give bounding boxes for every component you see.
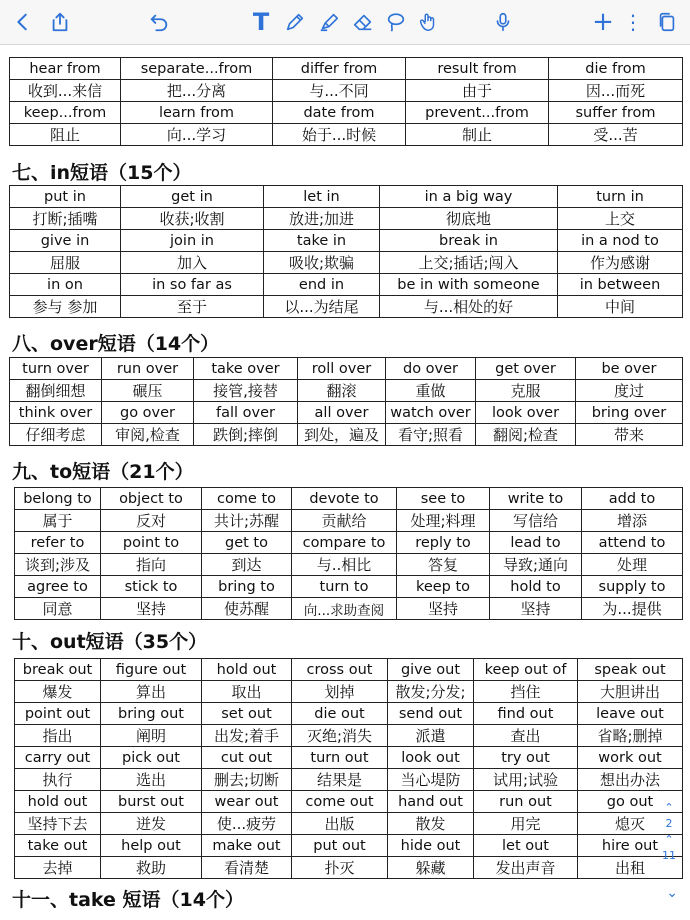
text-tool-icon[interactable]: T xyxy=(252,8,270,36)
meaning-cell: 碾压 xyxy=(102,380,194,402)
meaning-cell: 结果是 xyxy=(292,769,388,791)
phrase-cell: give in xyxy=(10,230,121,252)
meaning-cell: 以...为结尾 xyxy=(264,296,380,318)
phrase-cell: be over xyxy=(576,358,683,380)
table-row xyxy=(10,102,683,124)
section-heading-over: 八、over短语（14个） xyxy=(12,333,220,355)
phrase-cell: try out xyxy=(474,747,578,769)
meaning-cell: 迸发 xyxy=(101,813,202,835)
meaning-cell: 审阅,检查 xyxy=(102,424,194,446)
phrase-cell: object to xyxy=(101,488,202,510)
meaning-cell: 增添 xyxy=(582,510,683,532)
table-row xyxy=(10,274,683,296)
meaning-cell: 到处，遍及 xyxy=(298,424,386,446)
phrase-cell: fall over xyxy=(194,402,298,424)
phrase-cell: point to xyxy=(101,532,202,554)
phrase-cell: in so far as xyxy=(121,274,264,296)
phrase-cell: differ from xyxy=(273,58,406,80)
meaning-cell: 上交 xyxy=(558,208,683,230)
meaning-cell: 翻滚 xyxy=(298,380,386,402)
table-row xyxy=(10,186,683,208)
meaning-cell: 去掉 xyxy=(15,857,101,879)
table-row xyxy=(10,296,683,318)
total-page-count: 11 xyxy=(662,849,676,862)
pen-icon[interactable] xyxy=(282,9,308,35)
phrase-cell: think over xyxy=(10,402,102,424)
phrase-cell: bring out xyxy=(101,703,202,725)
meaning-cell: 想出办法 xyxy=(578,769,683,791)
phrase-cell: give out xyxy=(388,659,474,681)
share-icon[interactable] xyxy=(47,9,73,35)
table-row xyxy=(15,576,683,598)
phrase-cell: suffer from xyxy=(549,102,683,124)
meaning-cell: 把...分离 xyxy=(121,80,273,102)
meaning-cell: 加入 xyxy=(121,252,264,274)
note-page xyxy=(0,45,690,920)
over-phrases-table xyxy=(9,357,683,446)
meaning-cell: 坚持 xyxy=(490,598,582,620)
meaning-cell: 翻阅;检查 xyxy=(476,424,576,446)
eraser-icon[interactable] xyxy=(350,9,376,35)
table-row xyxy=(15,769,683,791)
table-row xyxy=(15,598,683,620)
meaning-cell: 阐明 xyxy=(101,725,202,747)
scroll-up-icon: ⌃ xyxy=(664,833,674,846)
phrase-cell: get to xyxy=(202,532,292,554)
phrase-cell: in between xyxy=(558,274,683,296)
meaning-cell: 放进;加进 xyxy=(264,208,380,230)
table-row xyxy=(15,703,683,725)
meaning-cell: 指出 xyxy=(15,725,101,747)
section-heading-to: 九、to短语（21个） xyxy=(12,461,194,483)
from-phrases-table xyxy=(9,57,683,146)
phrase-cell: get in xyxy=(121,186,264,208)
meaning-cell: 用完 xyxy=(474,813,578,835)
table-row xyxy=(10,358,683,380)
phrase-cell: find out xyxy=(474,703,578,725)
meaning-cell: 受...苦 xyxy=(549,124,683,146)
table-row xyxy=(10,80,683,102)
meaning-cell: 当心堤防 xyxy=(388,769,474,791)
chevron-left-icon[interactable] xyxy=(10,9,36,35)
phrase-cell: cut out xyxy=(202,747,292,769)
phrase-cell: hide out xyxy=(388,835,474,857)
phrase-cell: wear out xyxy=(202,791,292,813)
meaning-cell: 与...不同 xyxy=(273,80,406,102)
meaning-cell: 克服 xyxy=(476,380,576,402)
table-row xyxy=(15,747,683,769)
table-row xyxy=(10,424,683,446)
meaning-cell: 始于...时候 xyxy=(273,124,406,146)
phrase-cell: take over xyxy=(194,358,298,380)
meaning-cell: 查出 xyxy=(474,725,578,747)
meaning-cell: 参与 参加 xyxy=(10,296,121,318)
meaning-cell: 作为感谢 xyxy=(558,252,683,274)
table-row xyxy=(10,230,683,252)
table-row xyxy=(15,681,683,703)
phrase-cell: pick out xyxy=(101,747,202,769)
phrase-cell: refer to xyxy=(15,532,101,554)
phrase-cell: hand out xyxy=(388,791,474,813)
phrase-cell: come out xyxy=(292,791,388,813)
meaning-cell: 看清楚 xyxy=(202,857,292,879)
table-row xyxy=(15,554,683,576)
phrase-cell: run out xyxy=(474,791,578,813)
more-options-icon[interactable]: ⋮ xyxy=(623,10,643,34)
meaning-cell: 仔细考虑 xyxy=(10,424,102,446)
phrase-cell: hold out xyxy=(15,791,101,813)
add-page-button[interactable]: + xyxy=(592,7,614,37)
phrase-cell: hire out xyxy=(578,835,683,857)
phrase-cell: point out xyxy=(15,703,101,725)
phrase-cell: break in xyxy=(380,230,558,252)
meaning-cell: 散发 xyxy=(388,813,474,835)
phrase-cell: do over xyxy=(386,358,476,380)
meaning-cell: 与...相处的好 xyxy=(380,296,558,318)
phrase-cell: speak out xyxy=(578,659,683,681)
phrase-cell: in a nod to xyxy=(558,230,683,252)
meaning-cell: 发出声音 xyxy=(474,857,578,879)
meaning-cell: 试用;试验 xyxy=(474,769,578,791)
meaning-cell: 出租 xyxy=(578,857,683,879)
meaning-cell: 选出 xyxy=(101,769,202,791)
table-row xyxy=(10,402,683,424)
chevron-down-icon[interactable]: ⌄ xyxy=(666,885,678,901)
phrase-cell: reply to xyxy=(397,532,490,554)
section-heading-out: 十、out短语（35个） xyxy=(12,631,208,653)
meaning-cell: 救助 xyxy=(101,857,202,879)
meaning-cell: 至于 xyxy=(121,296,264,318)
out-phrases-table xyxy=(14,658,683,879)
phrase-cell: come to xyxy=(202,488,292,510)
phrase-cell: keep to xyxy=(397,576,490,598)
meaning-cell: 谈到;涉及 xyxy=(15,554,101,576)
phrase-cell: hear from xyxy=(10,58,121,80)
undo-icon[interactable] xyxy=(146,9,172,35)
highlighter-icon[interactable] xyxy=(316,9,342,35)
meaning-cell: 处理 xyxy=(582,554,683,576)
phrase-cell: keep...from xyxy=(10,102,121,124)
phrase-cell: keep out of xyxy=(474,659,578,681)
phrase-cell: be in with someone xyxy=(380,274,558,296)
meaning-cell: 贡献给 xyxy=(292,510,397,532)
table-row xyxy=(15,725,683,747)
table-row xyxy=(10,380,683,402)
meaning-cell: 收获;收割 xyxy=(121,208,264,230)
notes-toolbar xyxy=(0,0,690,45)
phrase-cell: learn from xyxy=(121,102,273,124)
meaning-cell: 重做 xyxy=(386,380,476,402)
meaning-cell: 打断;插嘴 xyxy=(10,208,121,230)
phrase-cell: hold out xyxy=(202,659,292,681)
phrase-cell: supply to xyxy=(582,576,683,598)
table-row xyxy=(15,659,683,681)
meaning-cell: 上交;插话;闯入 xyxy=(380,252,558,274)
table-row xyxy=(10,252,683,274)
phrase-cell: turn over xyxy=(10,358,102,380)
in-phrases-table xyxy=(9,185,683,318)
phrase-cell: let out xyxy=(474,835,578,857)
meaning-cell: 躲藏 xyxy=(388,857,474,879)
table-row xyxy=(15,835,683,857)
meaning-cell: 出发;着手 xyxy=(202,725,292,747)
meaning-cell: 写信给 xyxy=(490,510,582,532)
phrase-cell: bring over xyxy=(576,402,683,424)
meaning-cell: 属于 xyxy=(15,510,101,532)
phrase-cell: look out xyxy=(388,747,474,769)
pages-icon[interactable] xyxy=(654,9,680,35)
phrase-cell: roll over xyxy=(298,358,386,380)
meaning-cell: 向...学习 xyxy=(121,124,273,146)
phrase-cell: lead to xyxy=(490,532,582,554)
table-row xyxy=(15,510,683,532)
microphone-icon[interactable] xyxy=(490,9,516,35)
phrase-cell: work out xyxy=(578,747,683,769)
meaning-cell: 反对 xyxy=(101,510,202,532)
meaning-cell: 由于 xyxy=(406,80,549,102)
meaning-cell: 使苏醒 xyxy=(202,598,292,620)
meaning-cell: 接管,接替 xyxy=(194,380,298,402)
phrase-cell: devote to xyxy=(292,488,397,510)
meaning-cell: 指向 xyxy=(101,554,202,576)
current-page-number: 2 xyxy=(665,817,673,830)
phrase-cell: get over xyxy=(476,358,576,380)
phrase-cell: turn out xyxy=(292,747,388,769)
meaning-cell: 制止 xyxy=(406,124,549,146)
phrase-cell: run over xyxy=(102,358,194,380)
meaning-cell: 到达 xyxy=(202,554,292,576)
meaning-cell: 跌倒;摔倒 xyxy=(194,424,298,446)
table-row xyxy=(15,791,683,813)
meaning-cell: 导致;通向 xyxy=(490,554,582,576)
table-row xyxy=(10,58,683,80)
table-row xyxy=(10,208,683,230)
table-row xyxy=(15,532,683,554)
meaning-cell: 派遣 xyxy=(388,725,474,747)
phrase-cell: see to xyxy=(397,488,490,510)
phrase-cell: take in xyxy=(264,230,380,252)
phrase-cell: burst out xyxy=(101,791,202,813)
phrase-cell: belong to xyxy=(15,488,101,510)
scroll-up-icon[interactable]: ⌃ xyxy=(664,801,674,814)
phrase-cell: break out xyxy=(15,659,101,681)
phrase-cell: cross out xyxy=(292,659,388,681)
meaning-cell: 坚持下去 xyxy=(15,813,101,835)
phrase-cell: die from xyxy=(549,58,683,80)
meaning-cell: 执行 xyxy=(15,769,101,791)
phrase-cell: turn in xyxy=(558,186,683,208)
meaning-cell: 划掉 xyxy=(292,681,388,703)
meaning-cell: 翻倒细想 xyxy=(10,380,102,402)
meaning-cell: 爆发 xyxy=(15,681,101,703)
phrase-cell: in a big way xyxy=(380,186,558,208)
phrase-cell: join in xyxy=(121,230,264,252)
meaning-cell: 共计;苏醒 xyxy=(202,510,292,532)
phrase-cell: hold to xyxy=(490,576,582,598)
meaning-cell: 处理;料理 xyxy=(397,510,490,532)
table-row xyxy=(10,124,683,146)
phrase-cell: figure out xyxy=(101,659,202,681)
meaning-cell: 坚持 xyxy=(397,598,490,620)
meaning-cell: 出版 xyxy=(292,813,388,835)
meaning-cell: 度过 xyxy=(576,380,683,402)
phrase-cell: separate...from xyxy=(121,58,273,80)
meaning-cell: 中间 xyxy=(558,296,683,318)
phrase-cell: help out xyxy=(101,835,202,857)
phrase-cell: stick to xyxy=(101,576,202,598)
table-row xyxy=(15,813,683,835)
phrase-cell: prevent...from xyxy=(406,102,549,124)
meaning-cell: 因...而死 xyxy=(549,80,683,102)
phrase-cell: put in xyxy=(10,186,121,208)
meaning-cell: 灭绝;消失 xyxy=(292,725,388,747)
phrase-cell: in on xyxy=(10,274,121,296)
phrase-cell: end in xyxy=(264,274,380,296)
hand-touch-icon[interactable] xyxy=(415,9,441,35)
meaning-cell: 散发;分发; xyxy=(388,681,474,703)
phrase-cell: watch over xyxy=(386,402,476,424)
meaning-cell: 算出 xyxy=(101,681,202,703)
phrase-cell: add to xyxy=(582,488,683,510)
meaning-cell: 看守;照看 xyxy=(386,424,476,446)
table-row xyxy=(15,488,683,510)
phrase-cell: agree to xyxy=(15,576,101,598)
meaning-cell: 带来 xyxy=(576,424,683,446)
table-row xyxy=(15,857,683,879)
phrase-cell: set out xyxy=(202,703,292,725)
meaning-cell: 收到...来信 xyxy=(10,80,121,102)
meaning-cell: 熄灭 xyxy=(578,813,683,835)
phrase-cell: let in xyxy=(264,186,380,208)
phrase-cell: result from xyxy=(406,58,549,80)
phrase-cell: make out xyxy=(202,835,292,857)
phrase-cell: die out xyxy=(292,703,388,725)
meaning-cell: 向...求助查阅 xyxy=(292,598,397,620)
phrase-cell: compare to xyxy=(292,532,397,554)
phrase-cell: all over xyxy=(298,402,386,424)
phrase-cell: date from xyxy=(273,102,406,124)
meaning-cell: 取出 xyxy=(202,681,292,703)
phrase-cell: bring to xyxy=(202,576,292,598)
phrase-cell: send out xyxy=(388,703,474,725)
meaning-cell: 删去;切断 xyxy=(202,769,292,791)
meaning-cell: 大胆讲出 xyxy=(578,681,683,703)
phrase-cell: write to xyxy=(490,488,582,510)
to-phrases-table xyxy=(14,487,683,620)
meaning-cell: 同意 xyxy=(15,598,101,620)
phrase-cell: leave out xyxy=(578,703,683,725)
phrase-cell: put out xyxy=(292,835,388,857)
meaning-cell: 阻止 xyxy=(10,124,121,146)
lasso-icon[interactable] xyxy=(383,9,409,35)
section-heading-in: 七、in短语（15个） xyxy=(12,162,192,184)
phrase-cell: attend to xyxy=(582,532,683,554)
phrase-cell: go out xyxy=(578,791,683,813)
meaning-cell: 吸收;欺骗 xyxy=(264,252,380,274)
meaning-cell: 彻底地 xyxy=(380,208,558,230)
page-indicator[interactable] xyxy=(662,800,676,864)
meaning-cell: 答复 xyxy=(397,554,490,576)
meaning-cell: 使...疲劳 xyxy=(202,813,292,835)
phrase-cell: look over xyxy=(476,402,576,424)
phrase-cell: carry out xyxy=(15,747,101,769)
section-heading-take: 十一、take 短语（14个） xyxy=(12,889,244,911)
meaning-cell: 与..相比 xyxy=(292,554,397,576)
meaning-cell: 扑灭 xyxy=(292,857,388,879)
meaning-cell: 坚持 xyxy=(101,598,202,620)
phrase-cell: turn to xyxy=(292,576,397,598)
phrase-cell: take out xyxy=(15,835,101,857)
meaning-cell: 为...提供 xyxy=(582,598,683,620)
meaning-cell: 省略;删掉 xyxy=(578,725,683,747)
phrase-cell: go over xyxy=(102,402,194,424)
meaning-cell: 挡住 xyxy=(474,681,578,703)
meaning-cell: 屈服 xyxy=(10,252,121,274)
